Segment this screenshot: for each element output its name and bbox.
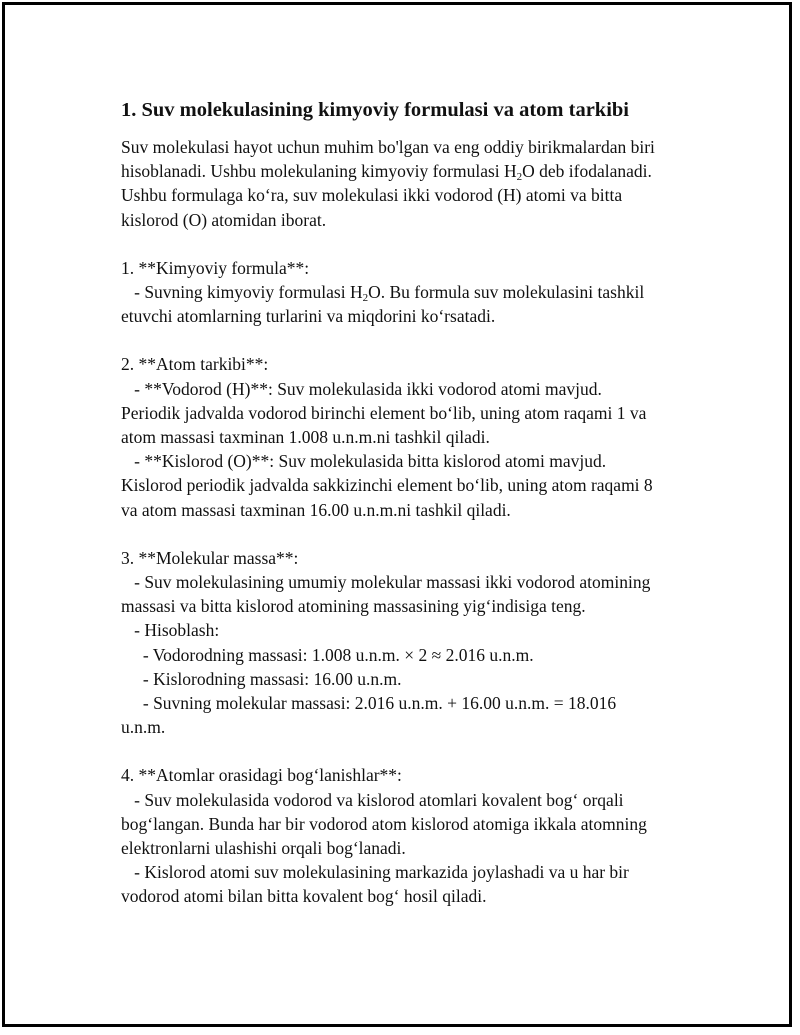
section-block [121,352,711,521]
section-line: - Suv molekulasida vodorod va kislorod atomlari kovalent bogʻ orqali [121,789,624,810]
section-line: - Vodorodning massasi: 1.008 u.n.m. × 2 ≈ 2.016 u.n.m. [121,644,534,665]
section-line: - Kislorodning massasi: 16.00 u.n.m. [121,668,402,689]
section-line: atom massasi taxminan 1.008 u.n.m.ni tashkil qiladi. [121,427,490,448]
text-segment: O deb ifodalanadi. [522,161,652,182]
document-content [121,97,711,933]
section-line: vodorod atomi bilan bitta kovalent bogʻ hosil qiladi. [121,886,487,907]
section-heading: 1. **Kimyoviy formula**: [121,257,310,278]
section-line: etuvchi atomlarning turlarini va miqdorini koʻrsatadi. [121,306,496,327]
section-heading: 4. **Atomlar orasidagi bogʻlanishlar**: [121,765,402,786]
page-title: 1. Suv molekulasining kimyoviy formulasi va atom tarkibi [121,99,630,121]
subscript: 2 [516,171,523,184]
section-line [121,280,711,304]
section-block [121,256,711,329]
section-line: - Kislorod atomi suv molekulasining markazida joylashadi va u har bir [121,862,629,883]
text-segment: - Suvning kimyoviy formulasi H [121,282,363,303]
section-line: - Suv molekulasining umumiy molekular massasi ikki vodorod atomining [121,572,651,593]
section-line: bogʻlangan. Bunda har bir vodorod atom kislorod atomiga ikkala atomning [121,813,647,834]
intro-line: Ushbu formulaga koʻra, suv molekulasi ikki vodorod (H) atomi va bitta [121,185,623,206]
section-heading: 2. **Atom tarkibi**: [121,354,269,375]
document-page [2,2,792,1027]
intro-line: kislorod (O) atomidan iborat. [121,209,327,230]
section-line: Periodik jadvalda vodorod birinchi element boʻlib, uning atom raqami 1 va [121,402,647,423]
intro-paragraph [121,135,711,232]
subscript: 2 [362,292,369,305]
section-line: u.n.m. [121,717,166,738]
intro-line: Suv molekulasi hayot uchun muhim bo'lgan va eng oddiy birikmalardan biri [121,137,655,157]
section-heading: 3. **Molekular massa**: [121,547,299,568]
section-line: - **Vodorod (H)**: Suv molekulasida ikki vodorod atomi mavjud. [121,378,602,399]
section-line: va atom massasi taxminan 16.00 u.n.m.ni tashkil qiladi. [121,499,511,520]
section-line: - Hisoblash: [121,620,220,641]
section-block [121,763,711,908]
text-segment: O. Bu formula suv molekulasini tashkil [368,282,645,303]
section-block [121,546,711,740]
section-line: - Suvning molekular massasi: 2.016 u.n.m. + 16.00 u.n.m. = 18.016 [121,693,617,714]
text-segment: hisoblanadi. Ushbu molekulaning kimyoviy formulasi H [121,161,517,182]
intro-line [121,159,711,183]
section-line: elektronlarni ulashishi orqali bogʻlanadi. [121,838,406,859]
section-line: Kislorod periodik jadvalda sakkizinchi element boʻlib, uning atom raqami 8 [121,475,653,496]
sections-container [121,256,711,909]
section-line: massasi va bitta kislorod atomining massasining yigʻindisiga teng. [121,596,586,617]
section-line: - **Kislorod (O)**: Suv molekulasida bitta kislorod atomi mavjud. [121,451,607,472]
